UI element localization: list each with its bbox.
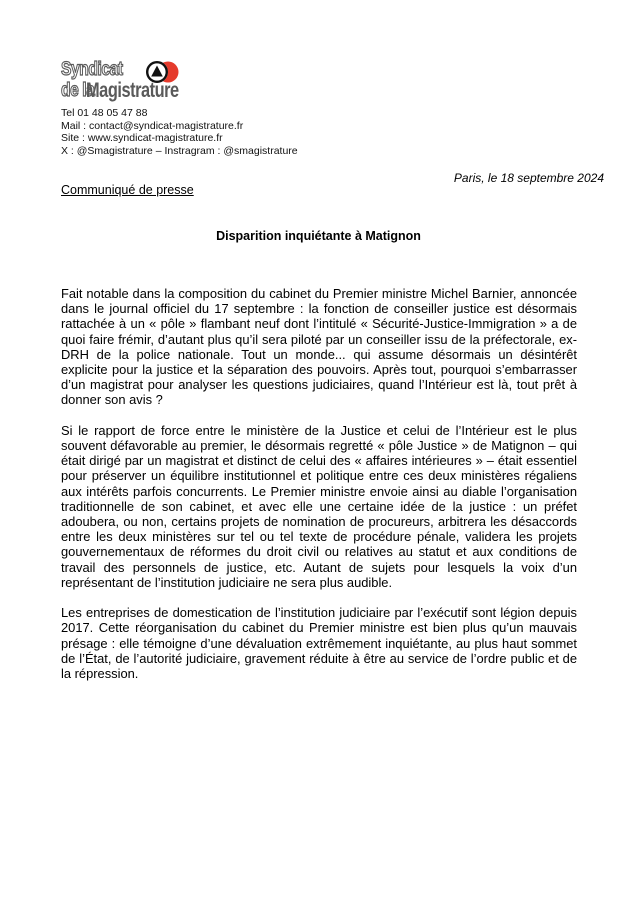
body-paragraph-3: Les entreprises de domestication de l’institution judiciaire par l’exécutif sont légion depuis 2017. Cette réorganisation du cabinet du Premier ministre est bien plus qu’un mauvais présage : elle témoigne d’une dévaluation extrêmement inquiétante, au plus haut sommet de l’État, de l’autorité judiciaire, gravement réduite à être au service de l’ordre public et de la répression.: [61, 605, 577, 682]
document-body: [61, 286, 577, 696]
body-paragraph-1: Fait notable dans la composition du cabinet du Premier ministre Michel Barnier, annoncée dans le journal officiel du 17 septembre : la fonction de conseiller justice est désormais rattachée à un « pôle » flambant neuf dont l’intitulé « Sécurité-Justice-Immigration » a de quoi faire frémir, d’autant plus qu’il sera piloté par un conseiller issu de la préfectorale, ex-DRH de la police nationale. Tout un monde... qui assume désormais un désintérêt explicite pour la justice et la séparation des pouvoirs. Après tout, pourquoi s’embarrasser d’un magistrat pour analyser les questions judiciaires, quand l’Intérieur est là, tout prêt à donner son avis ?: [61, 286, 577, 408]
document-date: Paris, le 18 septembre 2024: [453, 171, 604, 185]
contact-block: [61, 107, 298, 157]
logo-line2-main: Magistrature: [86, 79, 179, 102]
contact-social: X : @Smagistrature – Instragram : @smagistrature: [61, 144, 298, 157]
press-release-label: Communiqué de presse: [61, 183, 194, 197]
logo-line2-prefix: de la: [61, 80, 95, 101]
contact-site: Site : www.syndicat-magistrature.fr: [61, 132, 223, 145]
body-paragraph-2: Si le rapport de force entre le ministère de la Justice et celui de l’Intérieur est le plus souvent défavorable au premier, le désormais regretté « pôle Justice » de Matignon – qui était dirigé par un magistrat et distinct de celui des « affaires intérieures » – était essentiel pour préserver un équilibre institutionnel et politique entre ces deux ministères régaliens aux intérêts parfois concurrents. Le Premier ministre envoie ainsi au diable l’organisation traditionnelle de son cabinet, et avec elle une certaine idée de la justice : un préfet adoubera, ou non, certains projets de nomination de procureurs, arbitrera les désaccords entre les deux ministères sur tel ou tel texte de procédure pénale, validera les projets gouvernementaux de réformes du droit civil ou relatives au statut et aux conditions de travail des personnels de justice, etc. Autant de sujets pour lesquels la voix d’un représentant de l’institution judiciaire ne sera plus audible.: [61, 422, 577, 590]
document-title: Disparition inquiétante à Matignon: [216, 229, 421, 243]
syndicat-logo: [61, 60, 201, 106]
contact-tel: Tel 01 48 05 47 88: [61, 107, 148, 119]
logo-line1: Syndicat: [61, 59, 123, 80]
contact-mail: Mail : contact@syndicat-magistrature.fr: [61, 119, 244, 132]
